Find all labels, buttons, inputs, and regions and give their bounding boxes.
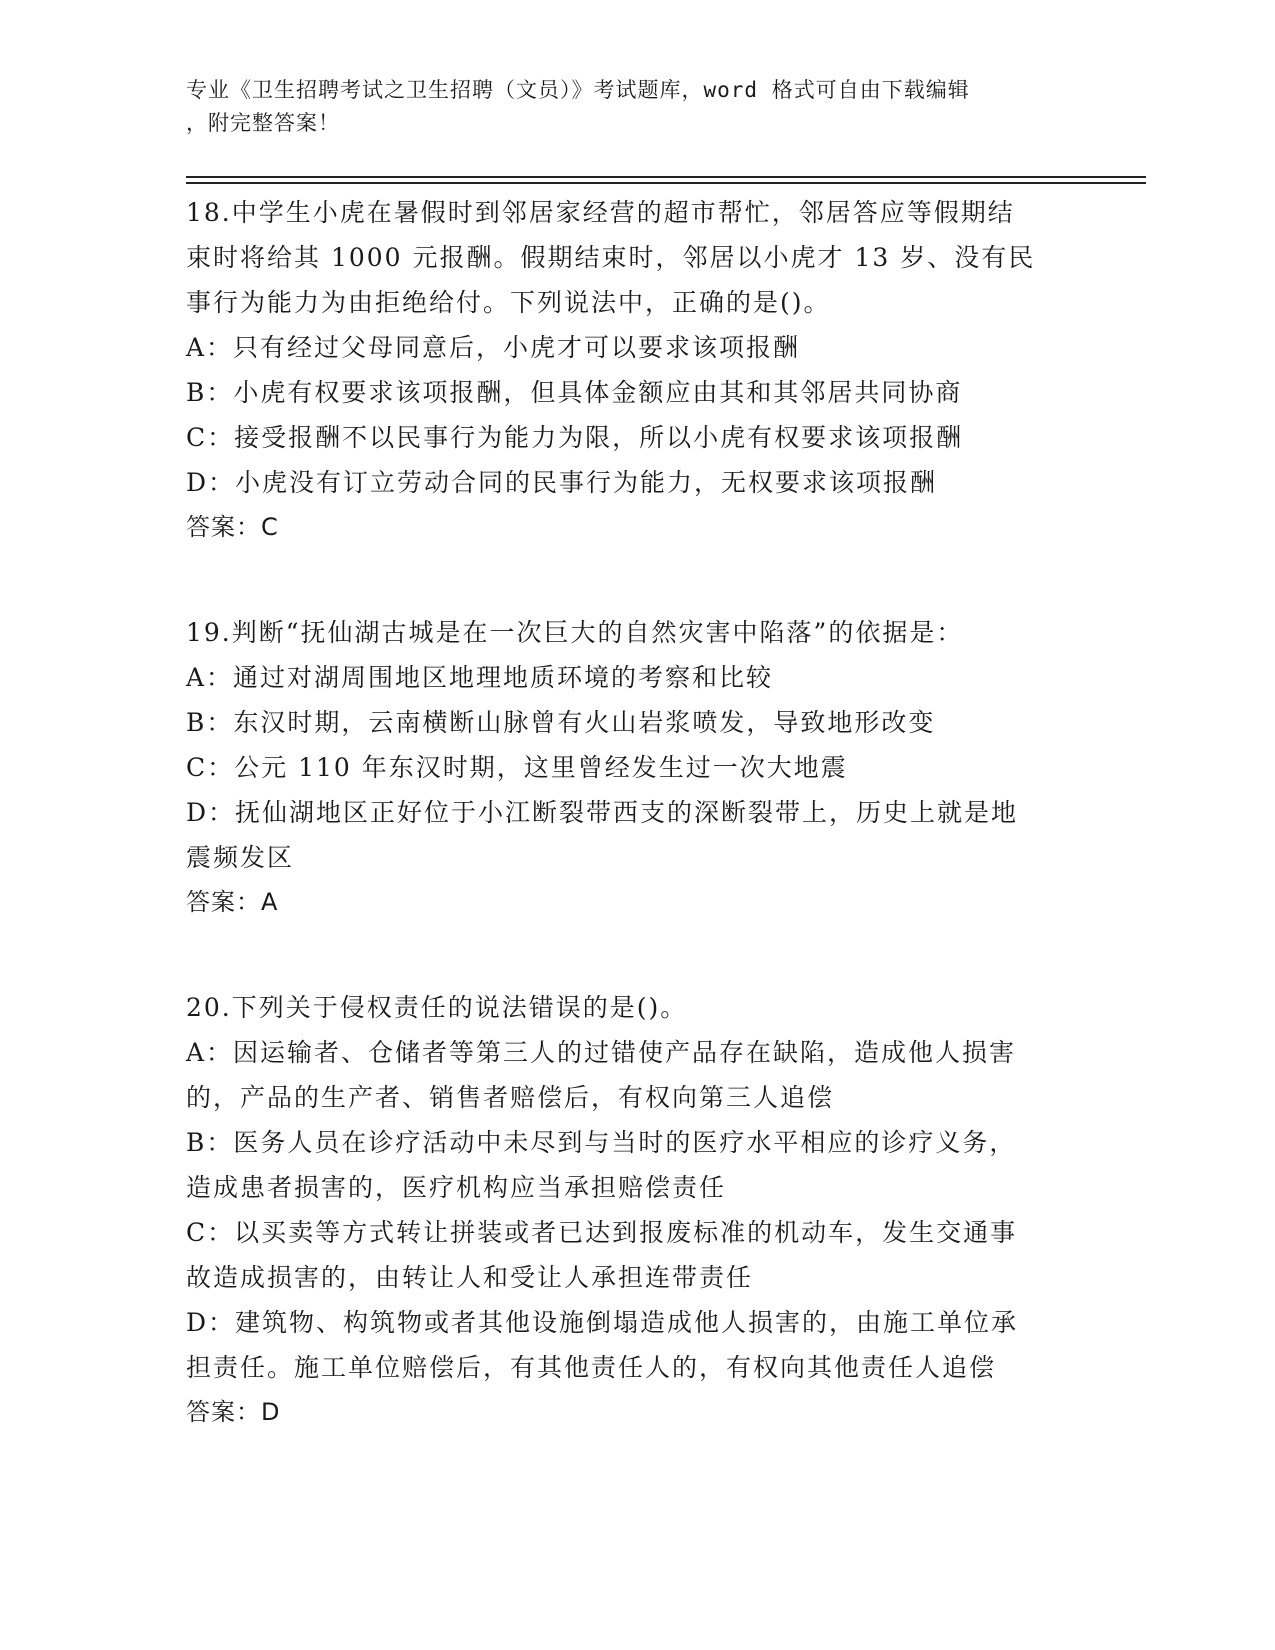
answer-label: 答案：C: [186, 513, 279, 541]
question-stem-line: 18.中学生小虎在暑假时到邻居家经营的超市帮忙，邻居答应等假期结: [186, 198, 1015, 227]
header-divider-bottom: [186, 182, 1146, 184]
option-a-continuation: 的，产品的生产者、销售者赔偿后，有权向第三人追偿: [186, 1083, 835, 1112]
option-a: A：只有经过父母同意后，小虎才可以要求该项报酬: [186, 333, 801, 362]
option-c: C：接受报酬不以民事行为能力为限，所以小虎有权要求该项报酬: [186, 423, 964, 452]
option-c: C：公元 110 年东汉时期，这里曾经发生过一次大地震: [186, 753, 848, 782]
option-d-continuation: 震频发区: [186, 843, 295, 872]
question-stem-line: 20.下列关于侵权责任的说法错误的是()。: [186, 993, 688, 1022]
option-a: A：通过对湖周围地区地理地质环境的考察和比较: [186, 663, 774, 692]
answer-label: 答案：A: [186, 888, 279, 916]
option-b-continuation: 造成患者损害的，医疗机构应当承担赔偿责任: [186, 1173, 727, 1202]
option-d-continuation: 担责任。施工单位赔偿后，有其他责任人的，有权向其他责任人追偿: [186, 1353, 997, 1382]
question-18: [186, 190, 1086, 550]
header-line-1: 专业《卫生招聘考试之卫生招聘（文员）》考试题库，word 格式可自由下载编辑: [186, 78, 970, 102]
option-c-continuation: 故造成损害的，由转让人和受让人承担连带责任: [186, 1263, 754, 1292]
question-20: [186, 985, 1086, 1435]
answer-label: 答案：D: [186, 1398, 281, 1426]
document-header: [186, 74, 1066, 140]
option-b: B：医务人员在诊疗活动中未尽到与当时的医疗水平相应的诊疗义务，: [186, 1128, 1017, 1157]
option-d: D：小虎没有订立劳动合同的民事行为能力，无权要求该项报酬: [186, 468, 938, 497]
question-stem-line: 束时将给其 1000 元报酬。假期结束时，邻居以小虎才 13 岁、没有民: [186, 243, 1036, 272]
option-d: D：建筑物、构筑物或者其他设施倒塌造成他人损害的，由施工单位承: [186, 1308, 1019, 1337]
option-c: C：以买卖等方式转让拼装或者已达到报废标准的机动车，发生交通事: [186, 1218, 1018, 1247]
option-b: B：小虎有权要求该项报酬，但具体金额应由其和其邻居共同协商: [186, 378, 963, 407]
option-a: A：因运输者、仓储者等第三人的过错使产品存在缺陷，造成他人损害: [186, 1038, 1017, 1067]
question-stem-line: 19.判断“抚仙湖古城是在一次巨大的自然灾害中陷落”的依据是：: [186, 618, 964, 647]
option-b: B：东汉时期，云南横断山脉曾有火山岩浆喷发，导致地形改变: [186, 708, 936, 737]
question-list: [186, 190, 1086, 1495]
option-d: D：抚仙湖地区正好位于小江断裂带西支的深断裂带上，历史上就是地: [186, 798, 1019, 827]
header-divider-top: [186, 176, 1146, 178]
question-19: [186, 610, 1086, 925]
header-line-2: ，附完整答案！: [186, 111, 340, 135]
question-stem-line: 事行为能力为由拒绝给付。下列说法中，正确的是()。: [186, 288, 831, 317]
